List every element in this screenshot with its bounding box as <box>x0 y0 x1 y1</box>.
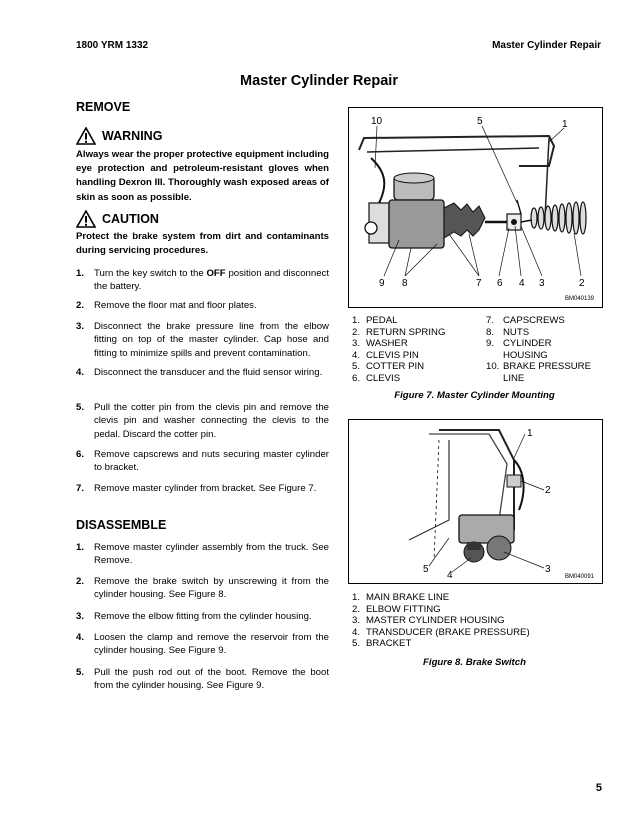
disassemble-heading: DISASSEMBLE <box>76 518 167 532</box>
remove-step: 7. Remove master cylinder from bracket. See Figure 7. <box>76 483 317 494</box>
fig7-code: BM040139 <box>565 296 595 302</box>
fig7-callout: 10 <box>371 116 383 127</box>
legend-item: 3. MASTER CYLINDER HOUSING <box>352 615 505 626</box>
remove-step: 5. Pull the cotter pin from the clevis pin and remove the clevis pin and washer connecting the clevis to the pedal. Discard the cotter pin. <box>76 402 329 440</box>
legend-item: 1. PEDAL <box>352 315 398 326</box>
legend-item: 3. WASHER <box>352 338 408 349</box>
remove-heading: REMOVE <box>76 100 131 114</box>
remove-step: 3. Disconnect the brake pressure line from the elbow fitting on top of the master cylinder. Cap hose and fitting to minimize spills and prevent contamination. <box>76 321 329 359</box>
legend-item: 5. BRACKET <box>352 638 412 649</box>
legend-item: 8. NUTS <box>486 326 530 338</box>
fig7-callout: 1 <box>562 119 568 130</box>
fig7-callout: 3 <box>539 278 545 289</box>
figure-7-caption: Figure 7. Master Cylinder Mounting <box>394 390 555 401</box>
legend-item: 9. CYLINDER HOUSING <box>486 338 552 361</box>
page-title: Master Cylinder Repair <box>240 73 398 89</box>
legend-item: 5. COTTER PIN <box>352 361 425 372</box>
caution-icon <box>76 210 96 228</box>
remove-step: 6. Remove capscrews and nuts securing master cylinder to bracket. <box>76 449 329 474</box>
fig7-callout: 6 <box>497 278 503 289</box>
legend-item: 10. BRAKE PRESSURE LINE <box>486 361 591 384</box>
fig7-legend-right <box>486 315 604 384</box>
fig7-callout: 9 <box>379 278 385 289</box>
disassemble-step: 3. Remove the elbow fitting from the cylinder housing. <box>76 611 312 622</box>
warning-icon <box>76 127 96 145</box>
off-keyword: OFF <box>206 268 226 279</box>
fig8-callout: 5 <box>423 564 429 575</box>
fig7-callout: 2 <box>579 278 585 289</box>
fig7-legend-left <box>352 315 482 384</box>
caution-label-text: CAUTION <box>102 212 159 226</box>
fig7-callout: 7 <box>476 278 482 289</box>
fig7-callout: 5 <box>477 116 483 127</box>
page-number: 5 <box>595 782 602 794</box>
fig8-callout: 3 <box>545 564 551 575</box>
remove-step: 1. Turn the key switch to the OFF position and disconnect the battery. <box>76 268 330 293</box>
remove-step: 2. Remove the floor mat and floor plates. <box>76 300 257 311</box>
disassemble-step: 5. Pull the push rod out of the boot. Remove the boot from the cylinder housing. See Figure 9. <box>76 667 329 692</box>
warning-label-text: WARNING <box>102 129 163 143</box>
warning-label <box>76 127 162 145</box>
figure-8-illustration <box>348 419 603 584</box>
document-code: 1800 YRM 1332 <box>76 40 149 51</box>
fig7-callout: 4 <box>519 278 525 289</box>
disassemble-step: 1. Remove master cylinder assembly from the truck. See Remove. <box>76 542 329 567</box>
legend-item: 1. MAIN BRAKE LINE <box>352 592 450 603</box>
fig7-callout: 8 <box>402 278 408 289</box>
legend-item: 2. RETURN SPRING <box>352 326 446 338</box>
legend-item: 4. CLEVIS PIN <box>352 349 419 361</box>
fig8-callout: 2 <box>545 485 551 496</box>
figure-8-caption: Figure 8. Brake Switch <box>423 657 526 668</box>
legend-item: 6. CLEVIS <box>352 372 401 384</box>
fig8-code: BM040091 <box>565 574 595 580</box>
caution-text: Protect the brake system from dirt and contaminants during servicing procedures. <box>76 231 329 257</box>
fig8-callout: 1 <box>527 428 533 439</box>
remove-step: 4. Disconnect the transducer and the fluid sensor wiring. <box>76 367 323 378</box>
fig8-legend <box>352 592 602 650</box>
figure-7-illustration <box>348 107 603 308</box>
legend-item: 4. TRANSDUCER (BRAKE PRESSURE) <box>352 626 530 638</box>
fig8-callout: 4 <box>447 570 453 581</box>
legend-item: 2. ELBOW FITTING <box>352 603 441 615</box>
legend-item: 7. CAPSCREWS <box>486 315 565 326</box>
running-section-title: Master Cylinder Repair <box>492 40 601 51</box>
caution-label <box>76 210 159 228</box>
disassemble-step: 4. Loosen the clamp and remove the reservoir from the cylinder housing. See Figure 9. <box>76 632 329 657</box>
warning-text: Always wear the proper protective equipment including eye protection and petroleum-resistant gloves when handling Dexron III. Thoroughly wash exposed areas of skin as soon as possible. <box>76 149 329 203</box>
disassemble-step: 2. Remove the brake switch by unscrewing it from the cylinder housing. See Figure 8. <box>76 576 329 601</box>
